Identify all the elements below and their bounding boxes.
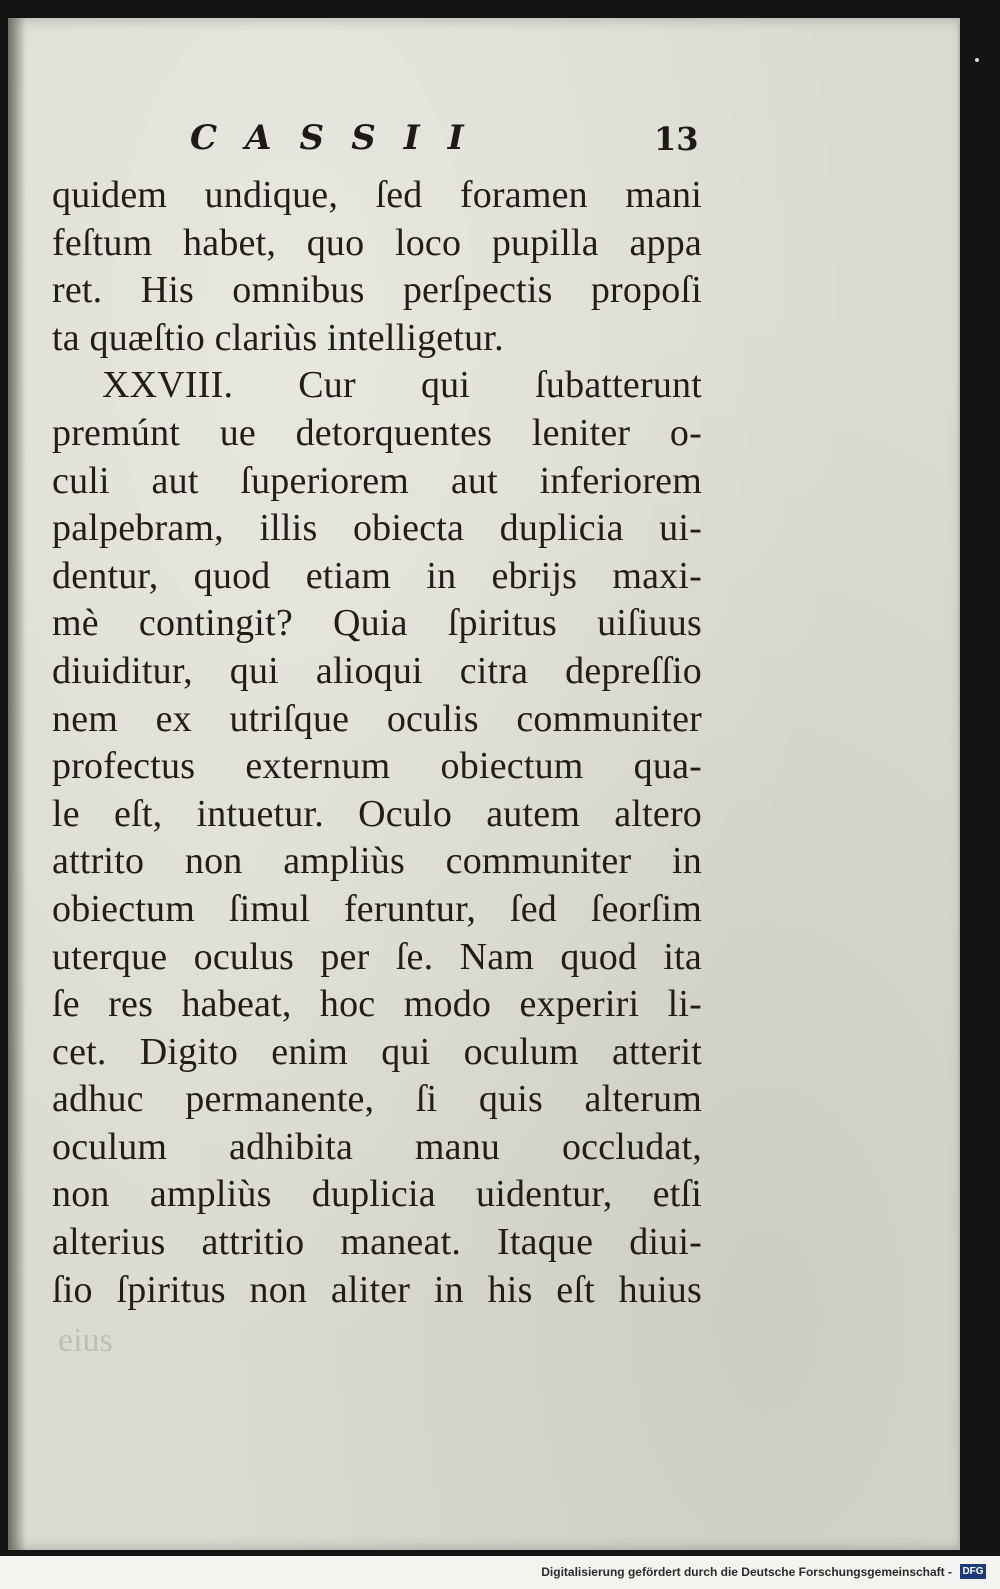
text-line: oculum adhibita manu occludat, bbox=[52, 1125, 702, 1168]
text-line: ta quæſtio clariùs intelligetur. bbox=[52, 316, 504, 359]
text-line: dentur, quod etiam in ebrijs maxi- bbox=[52, 554, 702, 597]
body-text bbox=[52, 172, 702, 1314]
page-gutter-shadow bbox=[8, 18, 26, 1550]
text-line: adhuc permanente, ſi quis alterum bbox=[52, 1078, 702, 1121]
text-line: diuiditur, qui alioqui citra depreſſio bbox=[52, 649, 702, 692]
footer-bar bbox=[0, 1556, 1000, 1589]
dfg-logo-icon: DFG bbox=[960, 1564, 986, 1579]
text-line: profectus externum obiectum qua- bbox=[52, 745, 702, 788]
text-line: feſtum habet, quo loco pupilla appa bbox=[52, 221, 702, 264]
text-line: obiectum ſimul feruntur, ſed ſeorſim bbox=[52, 887, 702, 930]
text-line: ret. His omnibus perſpectis propoſi bbox=[52, 269, 702, 312]
show-through-text: eius bbox=[58, 1322, 113, 1359]
text-line: mè contingit? Quia ſpiritus uiſiuus bbox=[52, 602, 702, 645]
page-number: 13 bbox=[654, 120, 699, 158]
text-line: non ampliùs duplicia uidentur, etſi bbox=[52, 1173, 702, 1216]
scan-edge-mark bbox=[975, 58, 979, 62]
text-line: ſio ſpiritus non aliter in his eſt huius bbox=[52, 1268, 702, 1311]
text-line: cet. Digito enim qui oculum atterit bbox=[52, 1030, 702, 1073]
running-head: CASSII bbox=[190, 118, 492, 158]
text-line: attrito non ampliùs communiter in bbox=[52, 840, 702, 883]
section-heading-line: XXVIII. Cur qui ſubatterunt bbox=[102, 364, 702, 407]
text-line: nem ex utriſque oculis communiter bbox=[52, 697, 702, 740]
funding-credit: Digitalisierung gefördert durch die Deutsche Forschungsgemeinschaft - bbox=[541, 1565, 952, 1579]
text-line: ſe res habeat, hoc modo experiri li- bbox=[52, 983, 702, 1026]
text-line: culi aut ſuperiorem aut inferiorem bbox=[52, 459, 702, 502]
text-line: le eſt, intuetur. Oculo autem altero bbox=[52, 792, 702, 835]
text-line: quidem undique, ſed foramen mani bbox=[52, 174, 702, 216]
text-line: uterque oculus per ſe. Nam quod ita bbox=[52, 935, 702, 978]
text-line: alterius attritio maneat. Itaque diui- bbox=[52, 1221, 702, 1264]
text-line: palpebram, illis obiecta duplicia ui- bbox=[52, 507, 702, 550]
text-line: premúnt ue detorquentes leniter o- bbox=[52, 411, 702, 454]
